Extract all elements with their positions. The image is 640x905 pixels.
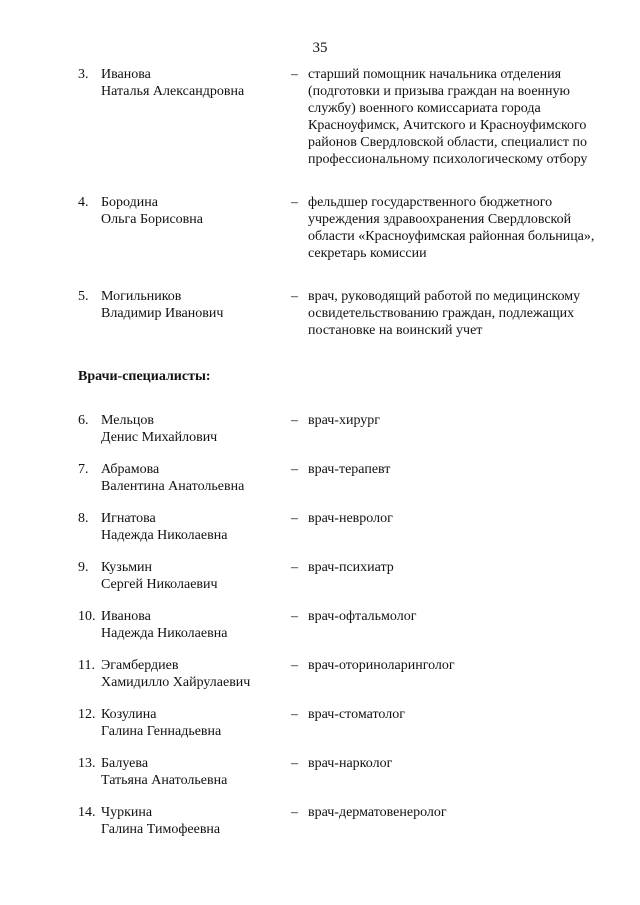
given-names: Надежда Николаевна (101, 626, 228, 641)
list-item (78, 657, 618, 691)
surname: Мельцов (101, 413, 154, 428)
given-names: Татьяна Анатольевна (101, 773, 228, 788)
position-description: врач-психиатр (308, 560, 394, 575)
surname: Балуева (101, 756, 149, 771)
given-names: Галина Тимофеевна (101, 822, 221, 837)
dash: – (291, 67, 298, 82)
dash: – (291, 289, 298, 304)
given-names: Наталья Александровна (101, 84, 245, 99)
person-name (101, 559, 291, 593)
item-number: 9. (78, 560, 89, 575)
list-item (78, 706, 618, 740)
position-description: врач-оториноларинголог (308, 658, 455, 673)
item-number: 5. (78, 289, 89, 304)
item-number: 3. (78, 67, 89, 82)
dash: – (291, 413, 298, 428)
item-number: 6. (78, 413, 89, 428)
given-names: Валентина Анатольевна (101, 479, 245, 494)
position-description: фельдшер государственного бюджетного учреждения здравоохранения Свердловской области «Красноуфимская районная больница», секретарь комиссии (308, 195, 595, 261)
list-item (78, 412, 618, 446)
person-name (101, 706, 291, 740)
commission-list (78, 66, 618, 853)
given-names: Ольга Борисовна (101, 212, 203, 227)
given-names: Сергей Николаевич (101, 577, 218, 592)
list-item (78, 755, 618, 789)
item-number: 12. (78, 707, 96, 722)
position-description: врач-невролог (308, 511, 393, 526)
item-number: 4. (78, 195, 89, 210)
given-names: Владимир Иванович (101, 306, 224, 321)
surname: Кузьмин (101, 560, 153, 575)
list-item (78, 194, 618, 262)
person-name (101, 510, 291, 544)
position-description: врач-дерматовенеролог (308, 805, 447, 820)
dash: – (291, 756, 298, 771)
surname: Чуркина (101, 805, 153, 820)
surname: Козулина (101, 707, 157, 722)
person-name (101, 288, 291, 339)
person-name (101, 755, 291, 789)
position-description: врач-стоматолог (308, 707, 405, 722)
dash: – (291, 462, 298, 477)
section-title: Врачи-специалисты: (78, 369, 211, 384)
list-item (78, 559, 618, 593)
position-description: врач-хирург (308, 413, 381, 428)
given-names: Надежда Николаевна (101, 528, 228, 543)
item-number: 13. (78, 756, 96, 771)
given-names: Денис Михайлович (101, 430, 218, 445)
list-item (78, 288, 618, 339)
dash: – (291, 805, 298, 820)
specialists-list (78, 412, 618, 838)
given-names: Галина Геннадьевна (101, 724, 222, 739)
item-number: 10. (78, 609, 96, 624)
person-name (101, 608, 291, 642)
item-number: 11. (78, 658, 95, 673)
position-description: врач-терапевт (308, 462, 391, 477)
person-name (101, 804, 291, 838)
surname: Иванова (101, 67, 151, 82)
position-description: врач-нарколог (308, 756, 393, 771)
given-names: Хамидилло Хайрулаевич (101, 675, 251, 690)
person-name (101, 194, 291, 262)
person-name (101, 66, 291, 168)
list-item (78, 804, 618, 838)
page-number: 35 (312, 40, 328, 56)
surname: Абрамова (101, 462, 160, 477)
surname: Игнатова (101, 511, 156, 526)
person-name (101, 657, 291, 691)
list-item (78, 461, 618, 495)
dash: – (291, 658, 298, 673)
item-number: 8. (78, 511, 89, 526)
item-number: 7. (78, 462, 89, 477)
position-description: врач, руководящий работой по медицинскому освидетельствованию граждан, подлежащих постановке на воинский учет (308, 289, 581, 338)
person-name (101, 412, 291, 446)
dash: – (291, 511, 298, 526)
list-item (78, 510, 618, 544)
dash: – (291, 707, 298, 722)
surname: Бородина (101, 195, 158, 210)
list-item (78, 66, 618, 168)
dash: – (291, 609, 298, 624)
position-description: врач-офтальмолог (308, 609, 417, 624)
dash: – (291, 560, 298, 575)
list-item (78, 608, 618, 642)
dash: – (291, 195, 298, 210)
surname: Могильников (101, 289, 182, 304)
person-name (101, 461, 291, 495)
position-description: старший помощник начальника отделения (подготовки и призыва граждан на военную службу) военного комиссариата города Красноуфимск, Ачитского и Красноуфимского районов Свердловской области, специалист по профессиональному психологическому отбору (308, 67, 588, 167)
surname: Иванова (101, 609, 151, 624)
surname: Эгамбердиев (101, 658, 179, 673)
item-number: 14. (78, 805, 96, 820)
